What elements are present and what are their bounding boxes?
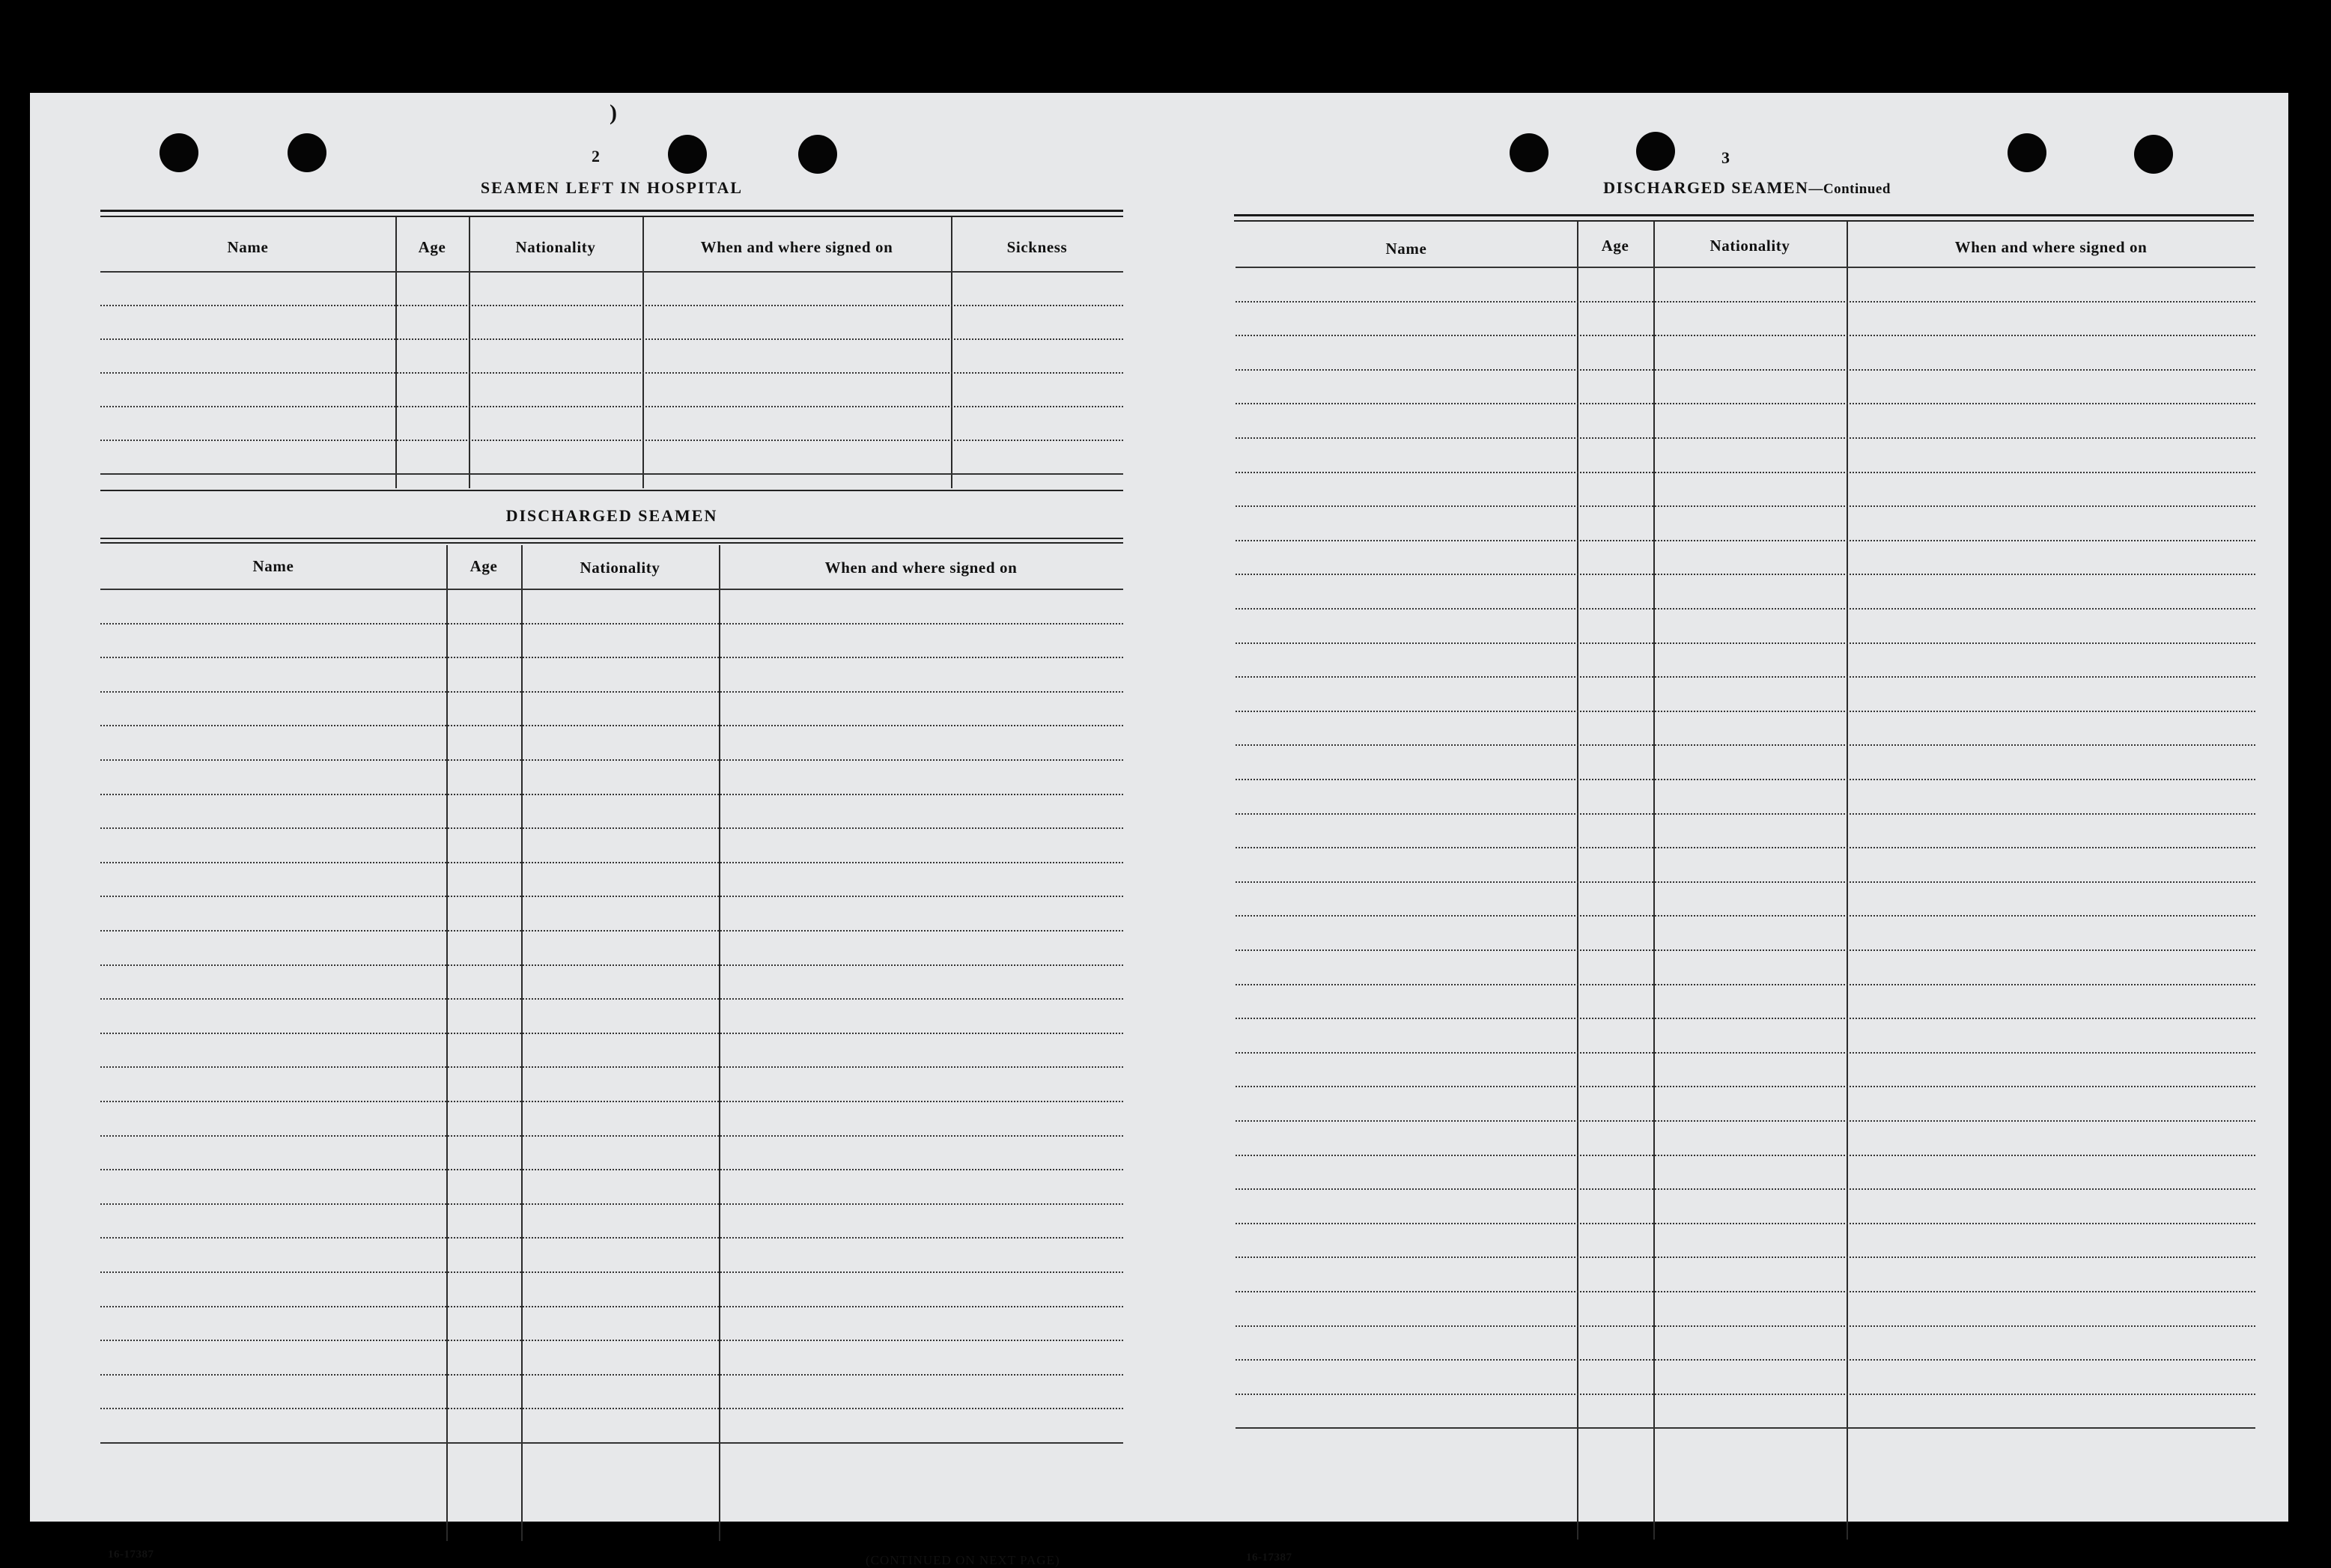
table-row-line: [1236, 1188, 2255, 1190]
punch-hole: [288, 133, 326, 172]
table-row-line: [100, 759, 1123, 761]
table-row-line: [1236, 1394, 2255, 1395]
hospital-section-title: SEAMEN LEFT IN HOSPITAL: [480, 178, 744, 197]
table-row-line: [1236, 369, 2255, 371]
table-row-line: [100, 725, 1123, 726]
table-row-line: [100, 827, 1123, 829]
hospital-top-rule: [100, 210, 1123, 212]
table-row-line: [1236, 403, 2255, 404]
table-row-line: [1236, 779, 2255, 780]
table-row-line: [100, 1408, 1123, 1409]
punch-hole: [1636, 132, 1675, 171]
table-row-line: [1236, 301, 2255, 303]
column-header-nationality: Nationality: [1709, 237, 1790, 255]
table-row-line: [100, 1135, 1123, 1137]
column-header-signed-on: When and where signed on: [1954, 238, 2148, 256]
column-divider: [469, 217, 470, 488]
table-row-line: [1236, 847, 2255, 848]
table-row-line: [100, 338, 1123, 340]
table-row-line: [1236, 1120, 2255, 1122]
column-divider: [395, 217, 397, 488]
table-row-line: [1236, 711, 2255, 712]
table-row-line: [1236, 540, 2255, 541]
punch-hole: [1510, 133, 1549, 172]
column-header-signed-on: When and where signed on: [824, 559, 1018, 577]
discharged-top-rule-thin: [100, 542, 1123, 544]
ink-tick-mark: ): [610, 100, 617, 125]
table-row-line: [100, 998, 1123, 1000]
table-row-line: [1236, 1223, 2255, 1224]
table-row-line: [100, 1237, 1123, 1239]
table-row-line: [100, 623, 1123, 625]
table-row-line: [1236, 1018, 2255, 1019]
table-row-line: [1236, 472, 2255, 473]
column-header-sickness: Sickness: [1006, 238, 1068, 256]
right-page-number: 3: [1721, 148, 1730, 167]
table-row-line: [100, 473, 1123, 475]
discharged-continued-table: [1236, 222, 2255, 1540]
punch-hole: [798, 135, 837, 174]
table-row-line: [100, 1066, 1123, 1068]
column-header-age: Age: [469, 557, 498, 575]
scanned-sheet: [30, 93, 2288, 1567]
table-row-line: [100, 1169, 1123, 1170]
table-row-line: [1236, 1256, 2255, 1258]
table-row-line: [100, 1306, 1123, 1307]
discharged-section-title: DISCHARGED SEAMEN: [505, 506, 718, 525]
table-row-line: [100, 406, 1123, 407]
column-divider: [642, 217, 644, 488]
table-row-line: [1236, 744, 2255, 746]
right-section-title-suffix: —Continued: [1808, 181, 1891, 197]
table-row-line: [1236, 608, 2255, 610]
table-row-line: [100, 305, 1123, 306]
table-row-line: [100, 896, 1123, 897]
punch-hole: [668, 135, 707, 174]
right-form-number: 16-17387: [1246, 1552, 1292, 1564]
column-header-age: Age: [418, 238, 446, 256]
continued-note: (CONTINUED ON NEXT PAGE): [866, 1553, 1060, 1567]
header-underline: [1236, 267, 2255, 268]
column-header-nationality: Nationality: [580, 559, 660, 577]
column-divider: [951, 217, 952, 488]
left-form-number: 16-17387: [108, 1549, 154, 1561]
table-row-line: [1236, 813, 2255, 815]
table-row-line: [1236, 335, 2255, 336]
column-header-signed-on: When and where signed on: [700, 238, 893, 256]
table-row-line: [100, 1271, 1123, 1273]
table-row-line: [1236, 505, 2255, 507]
discharged-top-rule: [100, 538, 1123, 539]
punch-hole: [159, 133, 198, 172]
table-row-line: [1236, 1325, 2255, 1327]
table-row-line: [100, 1374, 1123, 1376]
table-row-line: [1236, 949, 2255, 951]
right-top-rule: [1234, 214, 2254, 216]
table-row-line: [1236, 642, 2255, 644]
table-row-line: [100, 794, 1123, 795]
table-row-line: [1236, 1359, 2255, 1361]
table-row-line: [1236, 984, 2255, 985]
table-row-line: [100, 1203, 1123, 1205]
right-section-title: [1236, 178, 2258, 198]
header-underline: [100, 271, 1123, 273]
table-row-line: [1236, 437, 2255, 439]
column-header-name: Name: [227, 238, 269, 256]
table-row-line: [100, 1101, 1123, 1102]
table-row-line: [1236, 1155, 2255, 1156]
table-row-line: [1236, 1086, 2255, 1087]
table-row-line: [1236, 574, 2255, 575]
column-divider: [719, 545, 720, 1541]
table-row-line: [100, 930, 1123, 932]
column-header-name: Name: [1385, 240, 1427, 258]
table-row-line: [100, 1033, 1123, 1034]
table-row-line: [100, 862, 1123, 863]
column-header-nationality: Nationality: [515, 238, 596, 256]
table-row-line: [100, 372, 1123, 374]
table-row-line: [100, 1340, 1123, 1341]
column-header-age: Age: [1601, 237, 1629, 255]
header-underline: [100, 589, 1123, 590]
table-row-line: [100, 964, 1123, 966]
table-row-line: [1236, 1427, 2255, 1429]
table-row-line: [1236, 676, 2255, 678]
hospital-table: [100, 217, 1123, 488]
table-row-line: [1236, 1291, 2255, 1292]
hospital-bottom-rule: [100, 490, 1123, 491]
table-row-line: [100, 657, 1123, 658]
column-divider: [446, 545, 448, 1541]
discharged-table: [100, 545, 1123, 1541]
table-row-line: [1236, 1052, 2255, 1054]
table-row-line: [100, 691, 1123, 693]
right-section-title-main: DISCHARGED SEAMEN: [1603, 178, 1809, 197]
left-page-number: 2: [592, 147, 600, 165]
column-divider: [521, 545, 523, 1541]
punch-hole: [2134, 135, 2173, 174]
table-row-line: [100, 1442, 1123, 1444]
table-row-line: [1236, 881, 2255, 883]
column-header-name: Name: [252, 557, 294, 575]
punch-hole: [2008, 133, 2046, 172]
table-row-line: [1236, 915, 2255, 917]
table-row-line: [100, 440, 1123, 441]
